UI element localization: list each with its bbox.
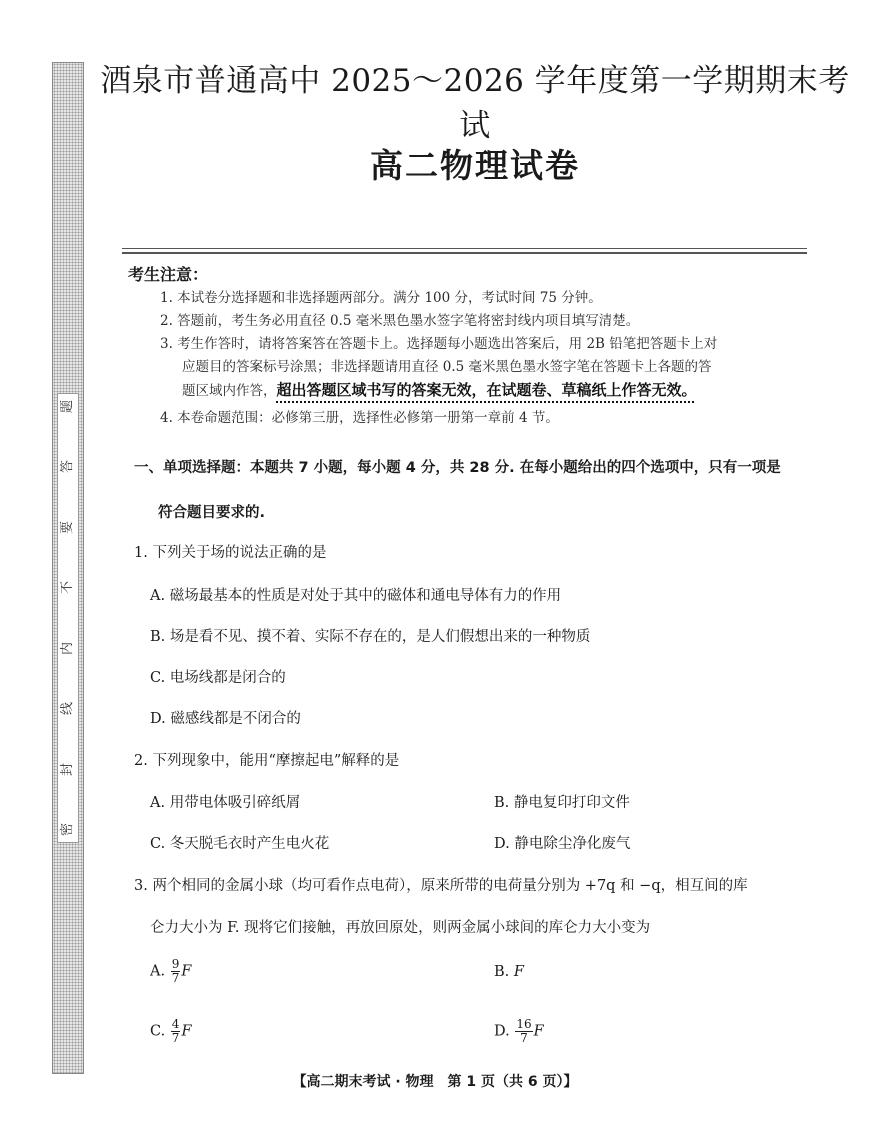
question-2-option-d: D. 静电除尘净化废气 bbox=[494, 836, 631, 852]
fraction bbox=[515, 1018, 532, 1045]
fraction-denominator: 7 bbox=[520, 1031, 528, 1045]
question-3-stem-continued: 仑力大小为 F. 现将它们接触，再放回原处，则两金属小球间的库仑力大小变为 bbox=[150, 920, 651, 936]
question-2-option-b: B. 静电复印打印文件 bbox=[494, 795, 630, 811]
option-label: B. bbox=[494, 964, 510, 980]
seal-strip bbox=[52, 62, 84, 1074]
divider-rule bbox=[122, 252, 807, 254]
seal-char: 内 bbox=[60, 641, 76, 655]
force-variable: F bbox=[181, 963, 192, 980]
seal-char: 线 bbox=[60, 702, 76, 716]
fraction bbox=[171, 958, 181, 985]
page-footer: 【高二期末考试 · 物理 第 1 页（共 6 页）】 bbox=[292, 1074, 578, 1090]
seal-char: 封 bbox=[60, 762, 76, 776]
notice-heading: 考生注意： bbox=[128, 265, 209, 284]
divider-rule bbox=[122, 248, 807, 249]
option-label: C. bbox=[150, 1023, 166, 1040]
notice-emphasis: 超出答题区域书写的答案无效，在试题卷、草稿纸上作答无效。 bbox=[276, 381, 697, 399]
fraction-numerator: 4 bbox=[171, 1017, 180, 1031]
exam-title: 酒泉市普通高中 2025～2026 学年度第一学期期末考试 bbox=[100, 63, 850, 144]
option-label: D. bbox=[494, 1023, 510, 1040]
question-1-option-d: D. 磁感线都是不闭合的 bbox=[150, 711, 301, 727]
fraction-denominator: 7 bbox=[171, 971, 180, 985]
question-1-option-b: B. 场是看不见、摸不着、实际不存在的，是人们假想出来的一种物质 bbox=[150, 629, 591, 645]
question-3-option-b bbox=[494, 964, 524, 980]
notice-item-text: 题区域内作答， bbox=[182, 383, 277, 399]
notice-item-continued bbox=[160, 379, 810, 403]
question-1-option-a: A. 磁场最基本的性质是对处于其中的磁体和通电导体有力的作用 bbox=[150, 588, 562, 604]
section-heading: 一、单项选择题：本题共 7 小题，每小题 4 分，共 28 分. 在每小题给出的四个选项中，只有一项是 bbox=[134, 460, 781, 476]
seal-char: 不 bbox=[60, 581, 76, 595]
option-label: A. bbox=[150, 963, 166, 980]
seal-text-box bbox=[57, 393, 79, 843]
fraction-numerator: 16 bbox=[516, 1017, 532, 1031]
question-3-option-c bbox=[150, 1018, 192, 1045]
notice-item: 3. 考生作答时，请将答案答在答题卡上。选择题每小题选出答案后，用 2B 铅笔把答题卡上对 bbox=[160, 336, 718, 352]
seal-char: 题 bbox=[60, 399, 76, 414]
force-variable: F bbox=[181, 1023, 192, 1040]
question-3-stem: 3. 两个相同的金属小球（均可看作点电荷），原来所带的电荷量分别为 +7q 和 −q，相互间的库 bbox=[134, 878, 748, 894]
notice-item: 1. 本试卷分选择题和非选择题两部分。满分 100 分，考试时间 75 分钟。 bbox=[160, 290, 602, 306]
notice-item-continued: 应题目的答案标号涂黑；非选择题请用直径 0.5 毫米黑色墨水签字笔在答题卡上各题的答 bbox=[182, 359, 712, 375]
section-heading-continued: 符合题目要求的. bbox=[158, 505, 266, 521]
question-3-option-a bbox=[150, 958, 191, 985]
question-2-option-c: C. 冬天脱毛衣时产生电火花 bbox=[150, 836, 330, 852]
force-variable: F bbox=[533, 1023, 544, 1040]
notice-item: 4. 本卷命题范围：必修第三册，选择性必修第一册第一章前 4 节。 bbox=[160, 410, 559, 426]
fraction-numerator: 9 bbox=[171, 957, 180, 971]
question-2-option-a: A. 用带电体吸引碎纸屑 bbox=[150, 795, 301, 811]
notice-item: 2. 答题前，考生务必用直径 0.5 毫米黑色墨水签字笔将密封线内项目填写清楚。 bbox=[160, 313, 640, 329]
question-1-stem: 1. 下列关于场的说法正确的是 bbox=[134, 545, 327, 561]
seal-char: 密 bbox=[60, 822, 76, 836]
question-1-option-c: C. 电场线都是闭合的 bbox=[150, 670, 286, 686]
question-2-stem: 2. 下列现象中，能用“摩擦起电”解释的是 bbox=[134, 753, 400, 769]
subject-title: 高二物理试卷 bbox=[370, 146, 580, 185]
seal-char: 答 bbox=[60, 460, 76, 474]
fraction-denominator: 7 bbox=[171, 1031, 180, 1045]
force-variable: F bbox=[513, 964, 524, 980]
notice-list bbox=[160, 287, 810, 430]
fraction bbox=[171, 1018, 181, 1045]
question-3-option-d bbox=[494, 1018, 544, 1045]
seal-char: 要 bbox=[60, 520, 76, 534]
